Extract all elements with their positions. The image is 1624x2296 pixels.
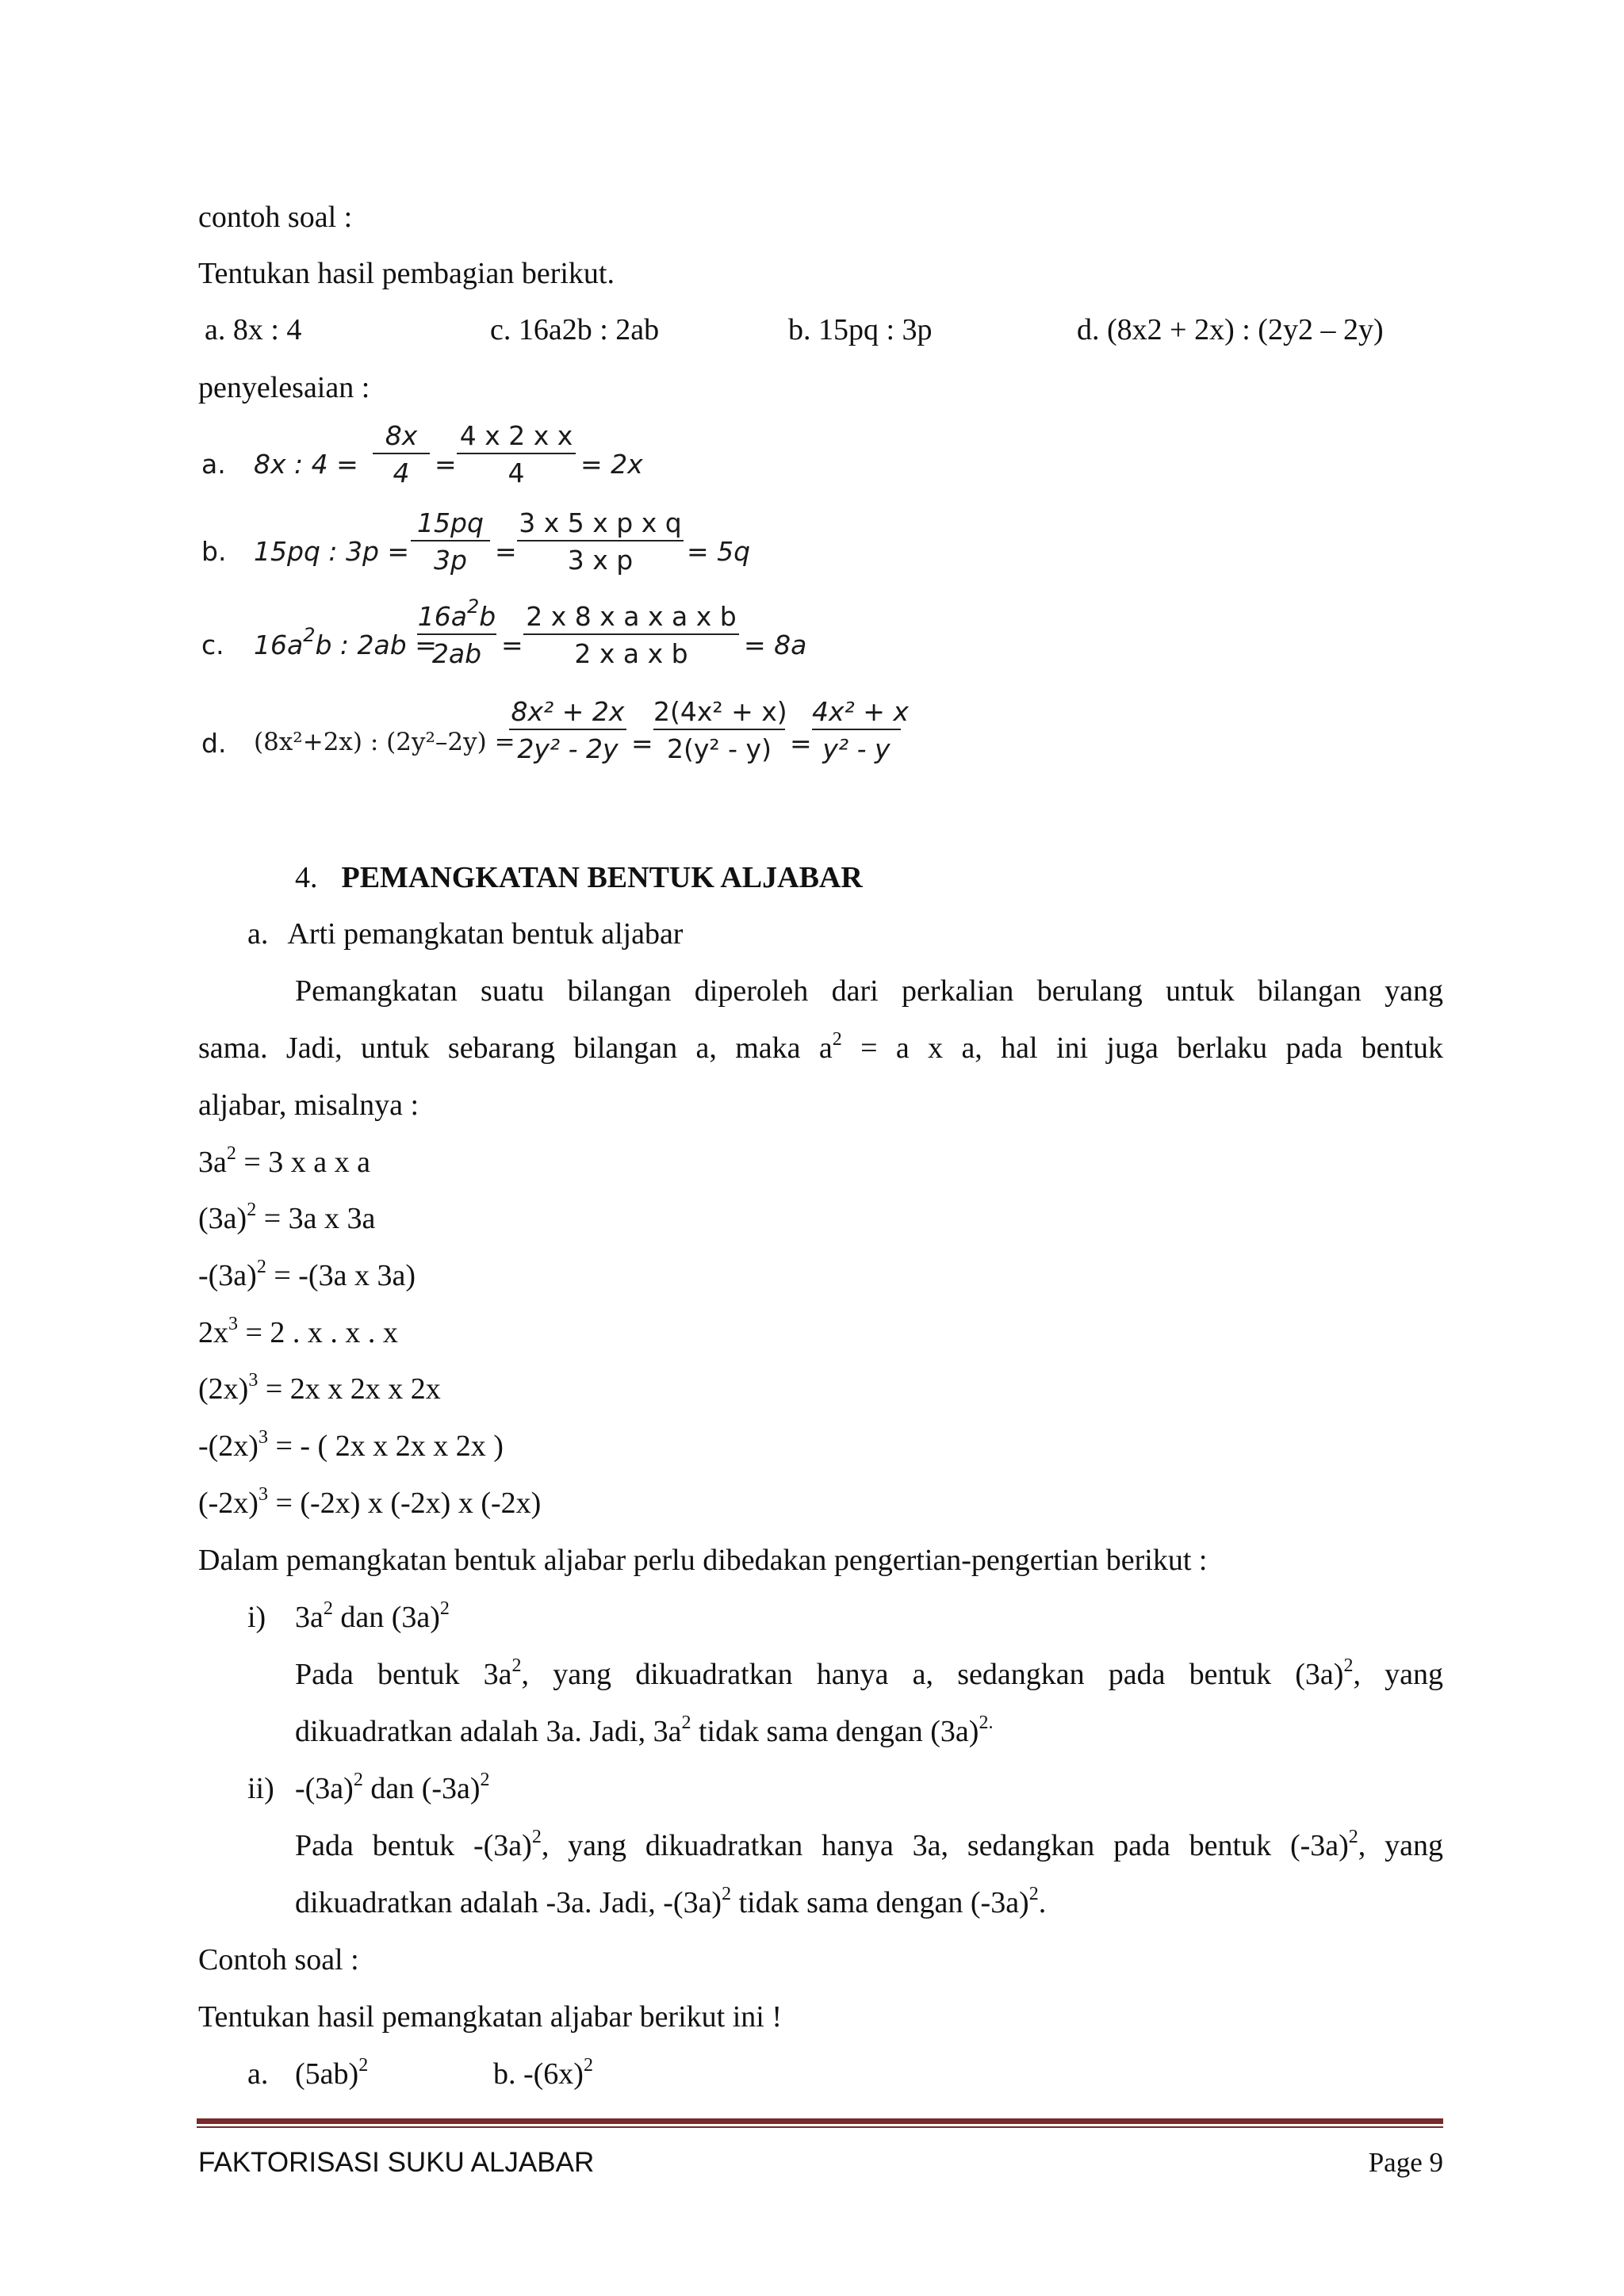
- solution-d-fraction-3: [812, 696, 909, 764]
- question-b: b. 15pq : 3p: [788, 313, 933, 346]
- solution-d-fraction-2: [653, 696, 785, 764]
- fraction-bar: [417, 633, 496, 635]
- fraction-numerator: 2(4x² + x): [653, 696, 787, 727]
- exercise-b: b. $-(6x)^2$: [493, 2055, 593, 2091]
- solution-c-fraction-1: [417, 595, 496, 669]
- paragraph-line-1: Pemangkatan suatu bilangan diperoleh dari perkalian berulang untuk bilangan yang: [295, 974, 1443, 1008]
- distinction-ii-heading: $-(3a)^2$ dan $(-3a)^2$: [295, 1770, 490, 1805]
- exercise-a-label: a.: [247, 2057, 269, 2091]
- solution-a-result: = 2x: [580, 449, 643, 480]
- footer-page-number: Page 9: [1368, 2147, 1443, 2178]
- solution-b-result: = 5q: [687, 536, 751, 567]
- section-heading: [295, 859, 863, 897]
- fraction-denominator: 4: [508, 457, 525, 488]
- subsection-a-label: a.: [247, 917, 269, 951]
- distinction-ii-line-1: Pada bentuk $-(3a)^2$, yang dikuadratkan hanya 3a, sedangkan pada bentuk $(-3a)^2$, yang: [295, 1827, 1443, 1862]
- fraction-denominator: 2(y² - y): [667, 733, 772, 764]
- fraction-denominator: y² - y: [822, 733, 891, 764]
- solution-b-fraction-2: [517, 507, 684, 576]
- fraction-bar: [457, 453, 576, 454]
- solution-b: [201, 507, 756, 595]
- solution-c-result: = 8a: [744, 629, 807, 660]
- solution-d-label: d.: [201, 728, 227, 759]
- example-line: $(3a)^2 = 3a$ x 3a: [198, 1200, 376, 1235]
- equals-sign: =: [790, 728, 812, 759]
- paragraph-line-2: sama. Jadi, untuk sebarang bilangan a, maka $a^2 = a$ x a, hal ini juga berlaku pada bentuk: [198, 1029, 1443, 1065]
- solution-d-lhs: (8x²+2x) : (2y²–2y) =: [254, 728, 515, 756]
- question-c: c. 16a2b : 2ab: [490, 313, 660, 346]
- solution-b-lhs: 15pq : 3p =: [254, 536, 410, 567]
- fraction-bar: [517, 540, 684, 541]
- fraction-denominator: 2 x a x b: [574, 638, 688, 669]
- footer-rule-thin: [197, 2126, 1443, 2128]
- solution-c: [201, 595, 807, 688]
- fraction-denominator: 4: [393, 457, 410, 488]
- division-instruction: Tentukan hasil pembagian berikut.: [198, 257, 615, 290]
- distinction-i-line-1: Pada bentuk $3a^2$, yang dikuadratkan hanya a, sedangkan pada bentuk $(3a)^2$, yang: [295, 1655, 1443, 1691]
- solution-a-fraction-2: [457, 420, 576, 488]
- subsection-a: [247, 915, 683, 953]
- solution-c-lhs: $16a^2b$ : 2ab =: [254, 624, 437, 660]
- exercise-a: $(5ab)^2$: [295, 2055, 369, 2091]
- penyelesaian-label: penyelesaian :: [198, 371, 370, 404]
- section-number: 4.: [295, 861, 318, 894]
- fraction-numerator: 3 x 5 x p x q: [519, 507, 682, 538]
- exercise-instruction: Tentukan hasil pemangkatan aljabar berikut ini !: [198, 2000, 782, 2034]
- equals-sign: =: [435, 449, 457, 480]
- fraction-numerator: 8x² + 2x: [511, 696, 625, 727]
- equals-sign: =: [631, 728, 653, 759]
- section-title: PEMANGKATAN BENTUK ALJABAR: [341, 861, 863, 894]
- solution-a-lhs: 8x : 4 =: [254, 449, 358, 480]
- fraction-denominator: 2ab: [431, 638, 482, 669]
- fraction-bar: [509, 729, 626, 730]
- distinction-ii-line-2: dikuadratkan adalah -3a. Jadi, $-(3a)^2$ tidak sama dengan $(-3a)^2$.: [295, 1884, 1047, 1919]
- fraction-denominator: 2y² - 2y: [517, 733, 619, 764]
- fraction-numerator: 4x² + x: [812, 696, 909, 727]
- solution-c-label: c.: [201, 629, 224, 660]
- fraction-numerator: $16a^2b$: [417, 595, 496, 632]
- fraction-bar: [373, 453, 430, 454]
- fraction-bar: [653, 729, 785, 730]
- example-line: $-(2x)^3$ = - ( 2x x 2x x 2x ): [198, 1427, 504, 1463]
- solution-a-fraction-1: [373, 420, 430, 488]
- paragraph-line-3: aljabar, misalnya :: [198, 1089, 419, 1122]
- example-line: $-(3a)^2 = -(3a$ x 3a): [198, 1257, 416, 1292]
- equals-sign: =: [495, 536, 517, 567]
- fraction-denominator: 3 x p: [567, 545, 634, 576]
- example-line: $2x^3 = 2$ . x . x . x: [198, 1314, 398, 1349]
- equals-sign: =: [501, 629, 523, 660]
- contoh-soal-label: contoh soal :: [198, 201, 353, 234]
- solution-b-label: b.: [201, 536, 227, 567]
- footer-rule-thick: [197, 2118, 1443, 2124]
- distinction-i-label: i): [247, 1601, 266, 1634]
- question-a: a. 8x : 4: [205, 313, 302, 346]
- fraction-numerator: 8x: [385, 420, 418, 451]
- solution-d-fraction-1: [509, 696, 626, 764]
- question-d: d. (8x2 + 2x) : (2y2 – 2y): [1077, 313, 1384, 346]
- distinction-i-heading: $3a^2$ dan $(3a)^2$: [295, 1598, 450, 1634]
- fraction-denominator: 3p: [434, 545, 467, 576]
- fraction-numerator: 4 x 2 x x: [459, 420, 573, 451]
- fraction-numerator: 2 x 8 x a x a x b: [526, 601, 737, 632]
- example-line: $(-2x)^3 = (-2x)$ x (-2x) x (-2x): [198, 1484, 542, 1520]
- example-line: $3a^2 = 3$ x a x a: [198, 1143, 371, 1179]
- solution-a: [201, 420, 677, 507]
- subsection-a-title: Arti pemangkatan bentuk aljabar: [287, 917, 684, 951]
- solution-c-fraction-2: [523, 601, 739, 669]
- fraction-bar: [411, 540, 490, 541]
- footer-title: FAKTORISASI SUKU ALJABAR: [198, 2147, 595, 2178]
- distinction-i-line-2: dikuadratkan adalah 3a. Jadi, $3a^2$ tidak sama dengan $(3a)^{2.}$: [295, 1712, 994, 1748]
- fraction-bar: [812, 729, 901, 730]
- fraction-numerator: 15pq: [417, 507, 484, 538]
- fraction-bar: [523, 633, 739, 635]
- solution-b-fraction-1: [411, 507, 490, 576]
- solution-a-label: a.: [201, 449, 226, 480]
- distinction-intro: Dalam pemangkatan bentuk aljabar perlu dibedakan pengertian-pengertian berikut :: [198, 1544, 1208, 1577]
- distinction-ii-label: ii): [247, 1772, 274, 1805]
- solution-d: [201, 696, 915, 791]
- exercise-label: Contoh soal :: [198, 1943, 359, 1976]
- example-line: $(2x)^3 = 2x$ x 2x x 2x: [198, 1370, 441, 1406]
